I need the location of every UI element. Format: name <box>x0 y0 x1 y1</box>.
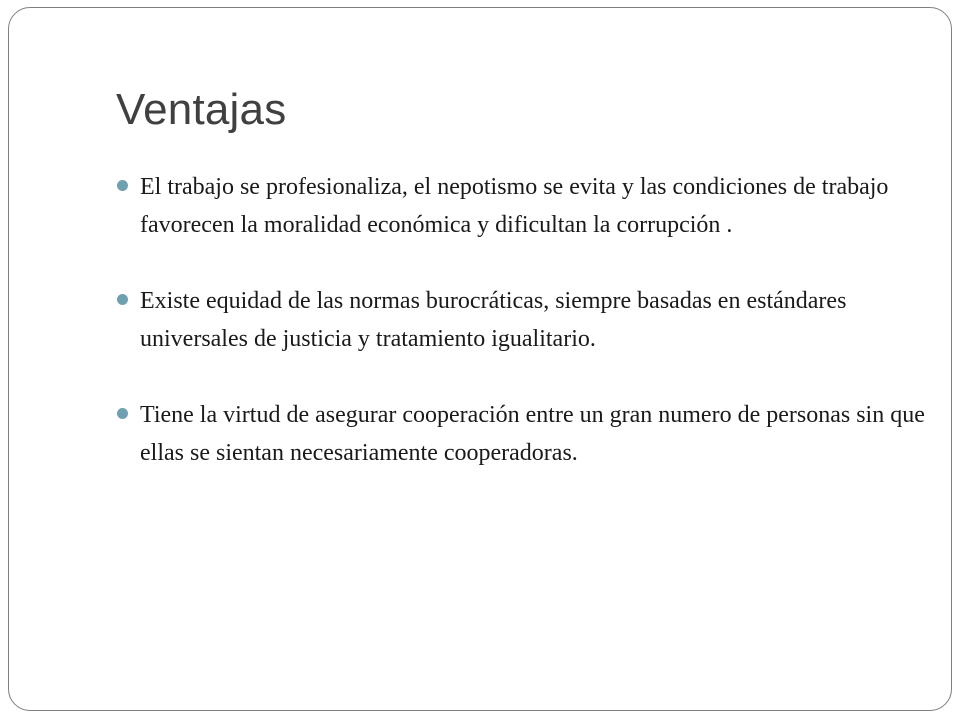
bullet-list <box>116 168 926 472</box>
bullet-text: Existe equidad de las normas burocráticas, siempre basadas en estándares universales de justicia y tratamiento igualitario. <box>140 288 847 352</box>
bullet-item <box>116 396 926 472</box>
bullet-dot-icon <box>117 294 128 305</box>
bullet-text: El trabajo se profesionaliza, el nepotismo se evita y las condiciones de trabajo favorecen la moralidad económica y dificultan la corrupción . <box>140 174 889 238</box>
slide-title: Ventajas <box>116 85 287 134</box>
slide-frame <box>8 7 952 711</box>
bullet-text: Tiene la virtud de asegurar cooperación entre un gran numero de personas sin que ellas se sientan necesariamente cooperadoras. <box>140 402 925 466</box>
bullet-item <box>116 168 926 244</box>
bullet-item <box>116 282 926 358</box>
bullet-dot-icon <box>117 408 128 419</box>
bullet-dot-icon <box>117 180 128 191</box>
